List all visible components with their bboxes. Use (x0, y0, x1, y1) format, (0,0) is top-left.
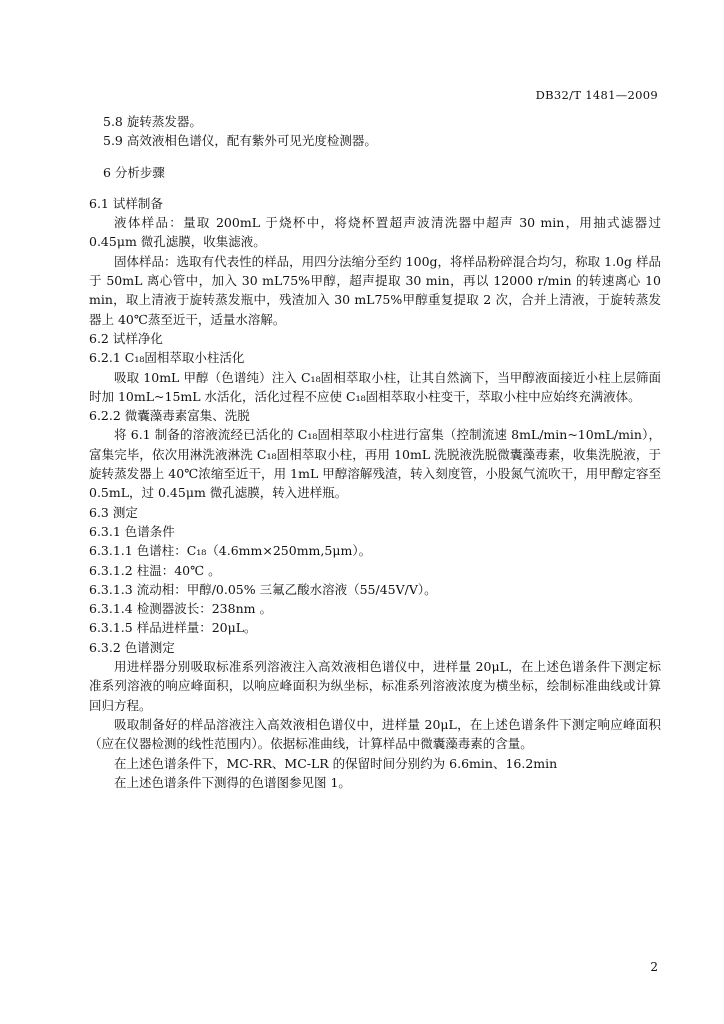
sample-measurement-paragraph: 吸取制备好的样品溶液注入高效液相色谱仪中，进样量 20μL，在上述色谱条件下测定响应峰面积（应在仪器检测的线性范围内）。依据标准曲线，计算样品中微囊藻毒素的含量。 (89, 716, 661, 752)
section-6-2-heading: 6.2 试样净化 (89, 330, 163, 346)
section-6-heading: 6 分析步骤 (103, 164, 165, 180)
document-body (89, 112, 661, 792)
section-6-3-heading: 6.3 测定 (89, 504, 138, 520)
standard-code: DB32/T 1481—2009 (535, 88, 658, 102)
solid-sample-paragraph: 固体样品：选取有代表性的样品，用四分法缩分至约 100g，将样品粉碎混合均匀，称取 1.0g 样品于 50mL 离心管中，加入 30 mL75%甲醇，超声提取 30 min，再以 12000 r/min 的转速离心 10 min，取上清液于旋转蒸发瓶中，残渣加入 30 mL75%甲醇重复提取 2 次，合并上清液，于旋转蒸发器上 40℃蒸至近干，适量水溶解。 (89, 253, 661, 327)
retention-time-paragraph: 在上述色谱条件下，MC-RR、MC-LR 的保留时间分别约为 6.6min、16.2min (114, 755, 558, 771)
activation-paragraph: 吸取 10mL 甲醇（色谱纯）注入 C₁₈固相萃取小柱，让其自然滴下，当甲醇液面接近小柱上层筛面时加 10mL~15mL 水活化，活化过程不应使 C₁₈固相萃取小柱变干，萃取小柱中应始终充满液体。 (89, 369, 661, 404)
enrichment-paragraph: 将 6.1 制备的溶液流经已活化的 C₁₈固相萃取小柱进行富集（控制流速 8mL/min~10mL/min），富集完毕，依次用淋洗液淋洗 C₁₈固相萃取小柱，再用 10mL 洗脱液洗脱微囊藻毒素，收集洗脱液，于旋转蒸发器上 40℃浓缩至近干，用 1mL 甲醇溶解残渣，转入刻度管，小股氮气流吹干，用甲醇定容至 0.5mL，过 0.45μm 微孔滤膜，转入进样瓶。 (89, 427, 661, 501)
clause-6-3-1-5: 6.3.1.5 样品进样量：20μL。 (89, 620, 257, 636)
section-6-2-2-heading: 6.2.2 微囊藻毒素富集、洗脱 (89, 408, 250, 424)
clause-6-3-1-1: 6.3.1.1 色谱柱：C₁₈（4.6mm×250mm,5μm）。 (89, 543, 372, 559)
clause-5-8: 5.8 旋转蒸发器。 (103, 114, 202, 129)
section-6-2-1-heading: 6.2.1 C₁₈固相萃取小柱活化 (89, 350, 245, 366)
clause-6-3-1-4: 6.3.1.4 检测器波长：238nm 。 (89, 601, 272, 617)
standard-curve-paragraph: 用进样器分别吸取标准系列溶液注入高效液相色谱仪中，进样量 20μL，在上述色谱条件下测定标准系列溶液的响应峰面积，以响应峰面积为纵坐标，标准系列溶液浓度为横坐标，绘制标准曲线或计算回归方程。 (89, 659, 661, 713)
clause-6-3-1-2: 6.3.1.2 柱温：40℃ 。 (89, 562, 221, 578)
liquid-sample-paragraph: 液体样品：量取 200mL 于烧杯中，将烧杯置超声波清洗器中超声 30 min，用抽式滤器过 0.45μm 微孔滤膜，收集滤液。 (89, 215, 661, 250)
section-6-1-heading: 6.1 试样制备 (89, 195, 163, 211)
clause-6-3-1-3: 6.3.1.3 流动相：甲醇/0.05% 三氟乙酸水溶液（55/45V/V）。 (89, 581, 437, 597)
page-number: 2 (650, 960, 658, 974)
figure-reference-paragraph: 在上述色谱条件下测得的色谱图参见图 1。 (114, 774, 351, 790)
section-6-3-2-heading: 6.3.2 色谱测定 (89, 639, 175, 655)
section-6-3-1-heading: 6.3.1 色谱条件 (89, 523, 175, 539)
clause-5-9: 5.9 高效液相色谱仪，配有紫外可见光度检测器。 (103, 133, 377, 149)
